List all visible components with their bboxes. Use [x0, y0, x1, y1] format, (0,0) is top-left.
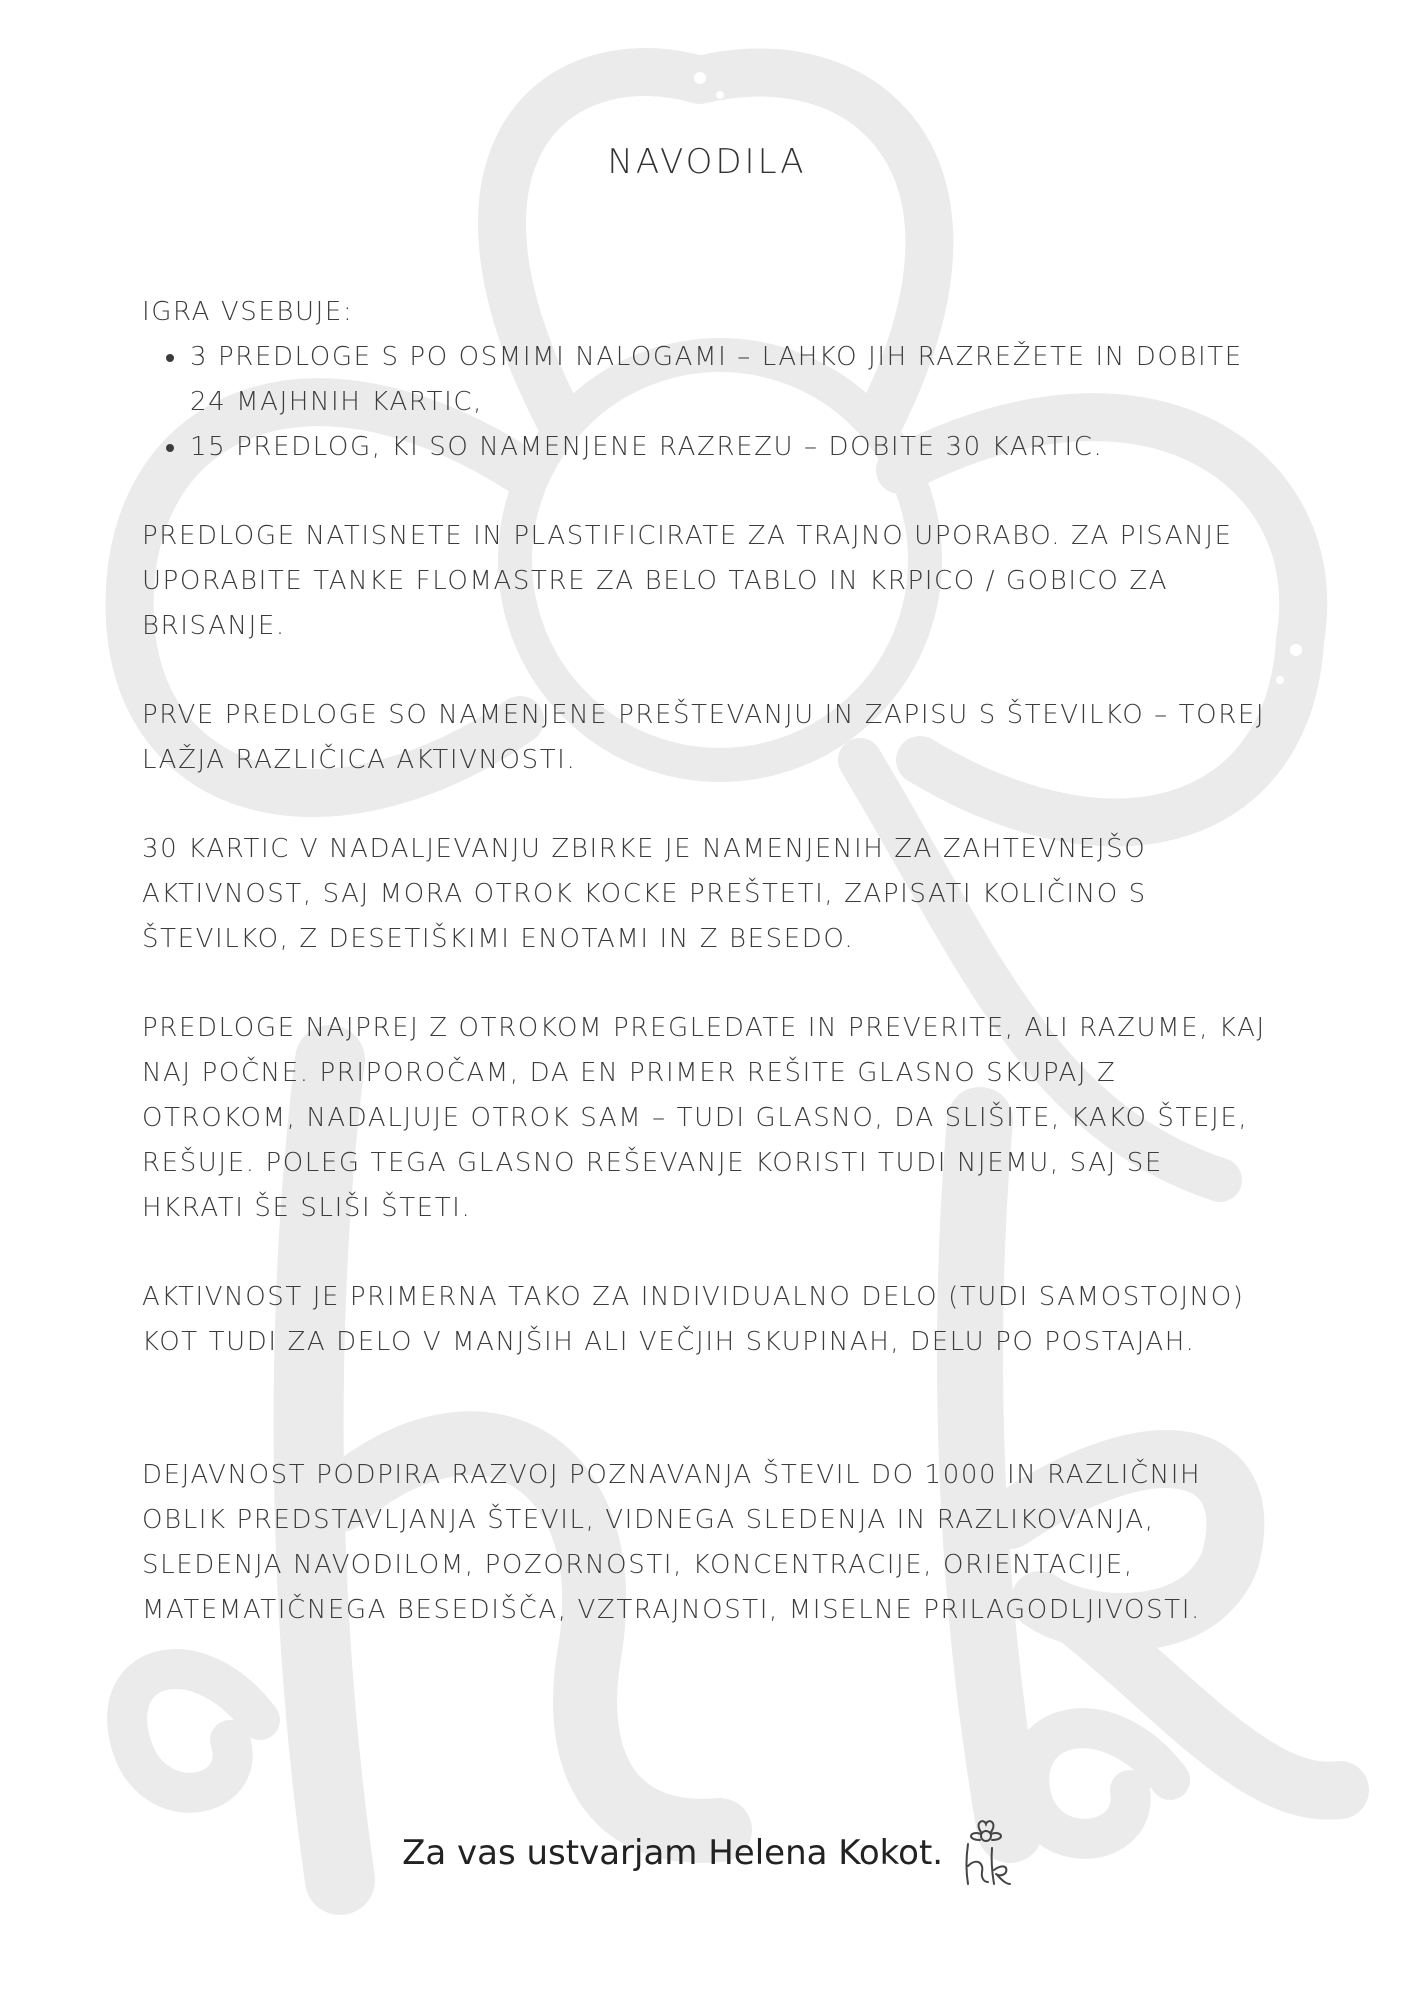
paragraph-development: DEJAVNOST PODPIRA RAZVOJ POZNAVANJA ŠTEVIL DO 1000 IN RAZLIČNIH OBLIK PREDSTAVLJANJA ŠTEVIL, VIDNEGA SLEDENJA IN RAZLIKOVANJA, SLEDENJA NAVODILOM, POZORNOSTI, KONCENTRACIJE, ORIENTACIJE, MATEMATIČNEGA BESEDIŠČA, VZTRAJNOSTI, MISELNE PRILAGODLJIVOSTI. — [142, 1460, 1202, 1625]
signature-text: Za vas ustvarjam Helena Kokot. — [402, 1833, 944, 1873]
list-item: 15 PREDLOG, KI SO NAMENJENE RAZREZU – DOBITE 30 KARTIC. — [190, 425, 1272, 470]
hk-flower-logo-icon — [956, 1818, 1012, 1888]
paragraph-30-cards: 30 KARTIC V NADALJEVANJU ZBIRKE JE NAMENJENIH ZA ZAHTEVNEJŠO AKTIVNOST, SAJ MORA OTROK KOCKE PREŠTETI, ZAPISATI KOLIČINO S ŠTEVILKO, Z DESETIŠKIMI ENOTAMI IN Z BESEDO. — [142, 834, 1147, 954]
contents-list — [142, 335, 1272, 470]
instructions-body — [142, 290, 1272, 1677]
contents-label: IGRA VSEBUJE: — [142, 297, 354, 327]
paragraph-printing: PREDLOGE NATISNETE IN PLASTIFICIRATE ZA TRAJNO UPORABO. ZA PISANJE UPORABITE TANKE FLOMASTRE ZA BELO TABLO IN KRPICO / GOBICO ZA BRISANJE. — [142, 521, 1233, 641]
paragraph-first-templates: PRVE PREDLOGE SO NAMENJENE PREŠTEVANJU IN ZAPISU S ŠTEVILKO – TOREJ LAŽJA RAZLIČICA AKTIVNOSTI. — [142, 700, 1266, 775]
paragraph-activity-use: AKTIVNOST JE PRIMERNA TAKO ZA INDIVIDUALNO DELO (TUDI SAMOSTOJNO) KOT TUDI ZA DELO V MANJŠIH ALI VEČJIH SKUPINAH, DELU PO POSTAJAH. — [142, 1282, 1245, 1357]
footer-signature — [0, 1818, 1414, 1888]
list-item: 3 PREDLOGE S PO OSMIMI NALOGAMI – LAHKO JIH RAZREŽETE IN DOBITE 24 MAJHNIH KARTIC, — [190, 335, 1272, 425]
paragraph-review: PREDLOGE NAJPREJ Z OTROKOM PREGLEDATE IN PREVERITE, ALI RAZUME, KAJ NAJ POČNE. PRIPOROČAM, DA EN PRIMER REŠITE GLASNO SKUPAJ Z OTROKOM, NADALJUJE OTROK SAM – TUDI GLASNO, DA SLIŠITE, KAKO ŠTEJE, REŠUJE. POLEG TEGA GLASNO REŠEVANJE KORISTI TUDI NJEMU, SAJ SE HKRATI ŠE SLIŠI ŠTETI. — [142, 1013, 1266, 1223]
page-title: NAVODILA — [607, 142, 807, 182]
